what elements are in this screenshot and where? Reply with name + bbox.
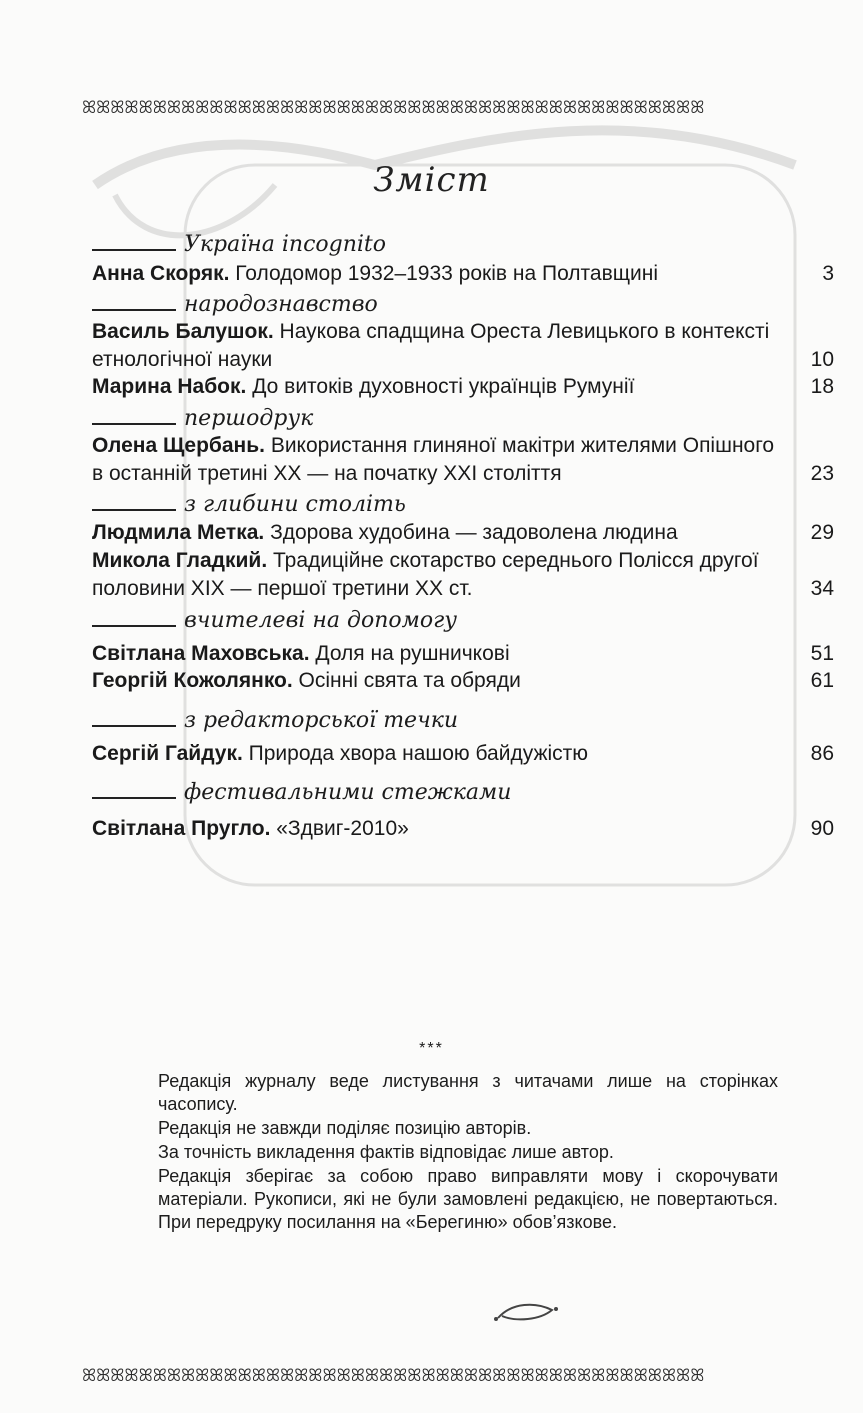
note-paragraph: За точність викладення фактів відповідає лише автор. <box>158 1142 614 1162</box>
entry-title: Традиційне скотарство середнього Полісся другої половини ХІХ — першої третини ХХ ст. <box>92 549 759 600</box>
entry-author: Анна Скоряк. <box>92 262 230 285</box>
entry-title: Наукова спадщина Ореста Левицького в контексті етнологічної науки <box>92 320 770 371</box>
editorial-notes <box>158 1070 778 1235</box>
heading-rule <box>92 725 176 727</box>
toc-entry <box>92 740 812 768</box>
heading-rule <box>92 509 176 511</box>
section-heading-text: народознавство <box>184 292 378 317</box>
entry-author: Георгій Кожолянко. <box>92 669 293 692</box>
note-paragraph: Редакція журналу веде листування з читачами лише на сторінках часопису. <box>158 1071 778 1114</box>
entry-page-number: 51 <box>810 642 834 665</box>
entry-author: Василь Балушок. <box>92 320 274 343</box>
toc-entry <box>92 318 772 374</box>
entry-author: Світлана Пругло. <box>92 817 271 840</box>
entry-author: Марина Набок. <box>92 375 247 398</box>
entry-title: Голодомор 1932–1933 років на Полтавщині <box>229 262 659 285</box>
top-ornament-border: ꕤꕤꕤꕤꕤꕤꕤꕤꕤꕤꕤꕤꕤꕤꕤꕤꕤꕤꕤꕤꕤꕤꕤꕤꕤꕤꕤꕤꕤꕤꕤꕤꕤꕤꕤꕤꕤꕤꕤꕤꕤꕤꕤꕤ <box>82 98 705 118</box>
entry-author: Людмила Метка. <box>92 521 265 544</box>
separator-stars: *** <box>419 1040 444 1057</box>
entry-page-number: 23 <box>810 462 834 485</box>
entry-page-number: 90 <box>810 817 834 840</box>
section-heading-text: Україна incognito <box>184 232 387 257</box>
section-heading <box>92 492 406 522</box>
page-title: Зміст <box>373 160 490 200</box>
section-heading-text: з редакторської течки <box>184 708 459 733</box>
toc-entry <box>92 432 782 488</box>
heading-rule <box>92 309 176 311</box>
entry-author: Світлана Маховська. <box>92 642 310 665</box>
entry-page-number: 34 <box>810 577 834 600</box>
entry-page-number: 3 <box>822 262 834 285</box>
entry-title: Доля на рушничкові <box>309 642 510 665</box>
toc-entry <box>92 815 812 843</box>
section-heading <box>92 780 511 810</box>
heading-rule <box>92 797 176 799</box>
toc-entry <box>92 519 812 547</box>
entry-title: Осінні свята та обряди <box>292 669 521 692</box>
entry-page-number: 10 <box>810 348 834 371</box>
entry-page-number: 29 <box>810 521 834 544</box>
note-paragraph: Редакція не завжди поділяє позицію авторів. <box>158 1118 532 1138</box>
entry-title: До витоків духовності українців Румунії <box>246 375 635 398</box>
entry-author: Сергій Гайдук. <box>92 742 243 765</box>
entry-author: Микола Гладкий. <box>92 549 268 572</box>
toc-entry <box>92 667 812 695</box>
section-heading-text: фестивальними стежками <box>184 780 512 805</box>
section-heading <box>92 232 386 262</box>
toc-entry <box>92 373 812 401</box>
section-heading <box>92 708 458 738</box>
bottom-ornament-border: ꕤꕤꕤꕤꕤꕤꕤꕤꕤꕤꕤꕤꕤꕤꕤꕤꕤꕤꕤꕤꕤꕤꕤꕤꕤꕤꕤꕤꕤꕤꕤꕤꕤꕤꕤꕤꕤꕤꕤꕤꕤꕤꕤꕤ <box>82 1366 705 1386</box>
heading-rule <box>92 625 176 627</box>
entry-title: Використання глиняної макітри жителями Опішного в останній третині ХХ — на початку ХХІ століття <box>92 434 775 485</box>
paperclip-ornament-icon <box>492 1300 562 1324</box>
entry-title: Здорова худобина — задоволена людина <box>264 521 678 544</box>
entry-author: Олена Щербань. <box>92 434 265 457</box>
section-heading-text: з глибини століть <box>184 492 406 517</box>
toc-entry <box>92 547 782 603</box>
note-paragraph: Редакція зберігає за собою право виправляти мову і скорочувати матеріали. Рукописи, які не були замовлені редакцією, не повертаються. При передруку посилання на «Берегиню» обов’язкове. <box>158 1166 778 1232</box>
toc-entry <box>92 260 812 288</box>
entry-title: Природа хвора нашою байдужістю <box>242 742 589 765</box>
entry-page-number: 86 <box>810 742 834 765</box>
heading-rule <box>92 249 176 251</box>
entry-page-number: 61 <box>810 669 834 692</box>
toc-entry <box>92 640 812 668</box>
section-heading-text: першодрук <box>184 406 314 431</box>
heading-rule <box>92 423 176 425</box>
entry-page-number: 18 <box>810 375 834 398</box>
entry-title: «Здвиг-2010» <box>270 817 409 840</box>
section-heading-text: вчителеві на допомогу <box>184 608 457 633</box>
section-heading <box>92 608 457 638</box>
